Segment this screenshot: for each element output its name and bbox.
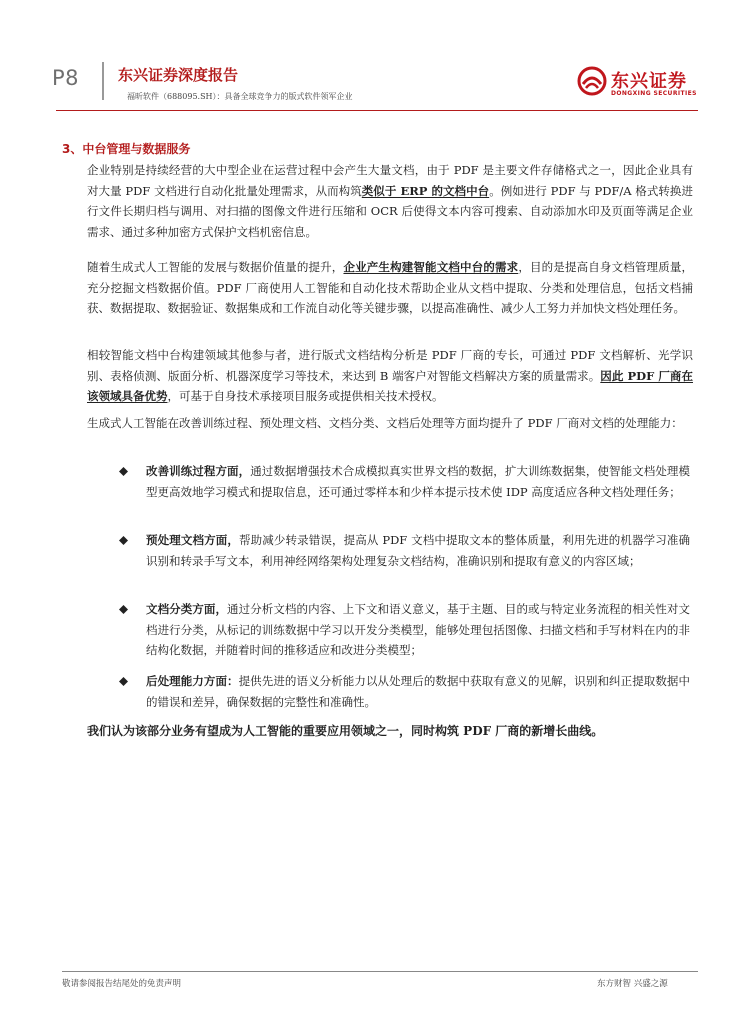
paragraph-1-text-a: 企业特别是持续经营的大中型企业在运营过程中会产生大量文档，由于 PDF 是主要文件存储格式之一，因此企业具有对大量 PDF 文档进行自动化批量处理需求，从而构筑 [87, 163, 693, 198]
logo-text-en: DONGXING SECURITIES [611, 90, 697, 97]
paragraph-1 [87, 160, 693, 242]
dongxing-logo [577, 66, 697, 100]
bullet-item [146, 671, 690, 712]
footer-rule [62, 971, 698, 972]
bullet-text: 通过数据增强技术合成模拟真实世界文档的数据，扩大训练数据集，使智能文档处理模型更高效地学习模式和提取信息，还可通过零样本和少样本提示技术使 IDP 高度适应各种文档处理任务； [146, 464, 690, 499]
paragraph-1-text-c: 。例如进行 PDF 与 PDF/A 格式转换进行文件长期归档与调用、对扫描的图像文件进行压缩和 OCR 后使得文本内容可搜索、自动添加水印及页面等满足企业需求、通过多种加密方式保护文档机密信息。 [87, 183, 693, 239]
logo-text-cn: 东兴证券 [611, 71, 687, 92]
paragraph-3-emphasis: 因此 PDF 厂商在该领域具备优势 [87, 368, 693, 403]
bullet-diamond-icon [119, 467, 128, 476]
bullet-item [146, 461, 690, 502]
dongxing-logo-mark-icon [577, 66, 607, 96]
bullet-text: 帮助减少转录错误，提高从 PDF 文档中提取文本的整体质量，利用先进的机器学习准确识别和转录手写文本，利用神经网络架构处理复杂文档结构，准确识别和提取有意义的内容区域； [146, 533, 691, 568]
header-divider [102, 62, 104, 100]
bullet-title: 文档分类方面， [146, 602, 228, 616]
paragraph-2-text-a: 随着生成式人工智能的发展与数据价值量的提升， [87, 260, 344, 274]
bullet-title: 预处理文档方面， [146, 533, 240, 547]
bullet-diamond-icon [119, 536, 128, 545]
bullet-text: 提供先进的语义分析能力以从处理后的数据中获取有意义的见解，识别和纠正提取数据中的错误和差异，确保数据的完整性和准确性。 [146, 674, 690, 709]
paragraph-3-text-c: ，可基于自身技术承接项目服务或提供相关技术授权。 [167, 389, 444, 403]
paragraph-3 [87, 345, 693, 407]
conclusion-statement: 我们认为该部分业务有望成为人工智能的重要应用领域之一，同时构筑 PDF 厂商的新增长曲线。 [87, 724, 604, 738]
footer-disclaimer: 敬请参阅报告结尾处的免责声明 [62, 979, 182, 989]
footer-slogan: 东方财智 兴盛之源 [597, 979, 668, 989]
bullet-item [146, 530, 690, 571]
bullet-title: 改善训练过程方面， [146, 464, 251, 478]
paragraph-2-emphasis: 企业产生构建智能文档中台的需求 [343, 260, 519, 274]
paragraph-2 [87, 257, 693, 319]
paragraph-3-text-a: 相较智能文档中台构建领域其他参与者，进行版式文档结构分析是 PDF 厂商的专长，可通过 PDF 文档解析、光学识别、表格侦测、版面分析、机器深度学习等技术，来达到 B 端客户对智能文档解决方案的质量需求。 [87, 348, 693, 383]
bullet-text: 通过分析文档的内容、上下文和语义意义，基于主题、目的或与特定业务流程的相关性对文档进行分类，从标记的训练数据中学习以开发分类模型，能够处理包括图像、扫描文档和手写材料在内的非结构化数据，并随着时间的推移适应和改进分类模型； [146, 602, 691, 657]
page-number: P8 [52, 66, 80, 90]
report-subtitle: 福昕软件（688095.SH）：具备全球竞争力的版式软件领军企业 [127, 92, 353, 101]
bullet-diamond-icon [119, 677, 128, 686]
paragraph-4: 生成式人工智能在改善训练过程、预处理文档、文档分类、文档后处理等方面均提升了 PDF 厂商对文档的处理能力： [87, 416, 683, 430]
bullet-diamond-icon [119, 605, 128, 614]
paragraph-1-emphasis: 类似于 ERP 的文档中台 [361, 183, 490, 198]
section-heading: 3、中台管理与数据服务 [62, 142, 191, 156]
bullet-item [146, 599, 690, 661]
header-rule [56, 110, 698, 111]
report-title: 东兴证券深度报告 [118, 66, 239, 84]
bullet-title: 后处理能力方面： [146, 674, 239, 688]
paragraph-2-text-c: ，目的是提高自身文档管理质量，充分挖掘文档数据价值。PDF 厂商使用人工智能和自动化技术帮助企业从文档中提取、分类和处理信息，包括文档捕获、数据提取、数据验证、数据集成和工作流自动化等关键步骤，以提高准确性、减少人工努力并加快文档处理任务。 [87, 260, 694, 315]
